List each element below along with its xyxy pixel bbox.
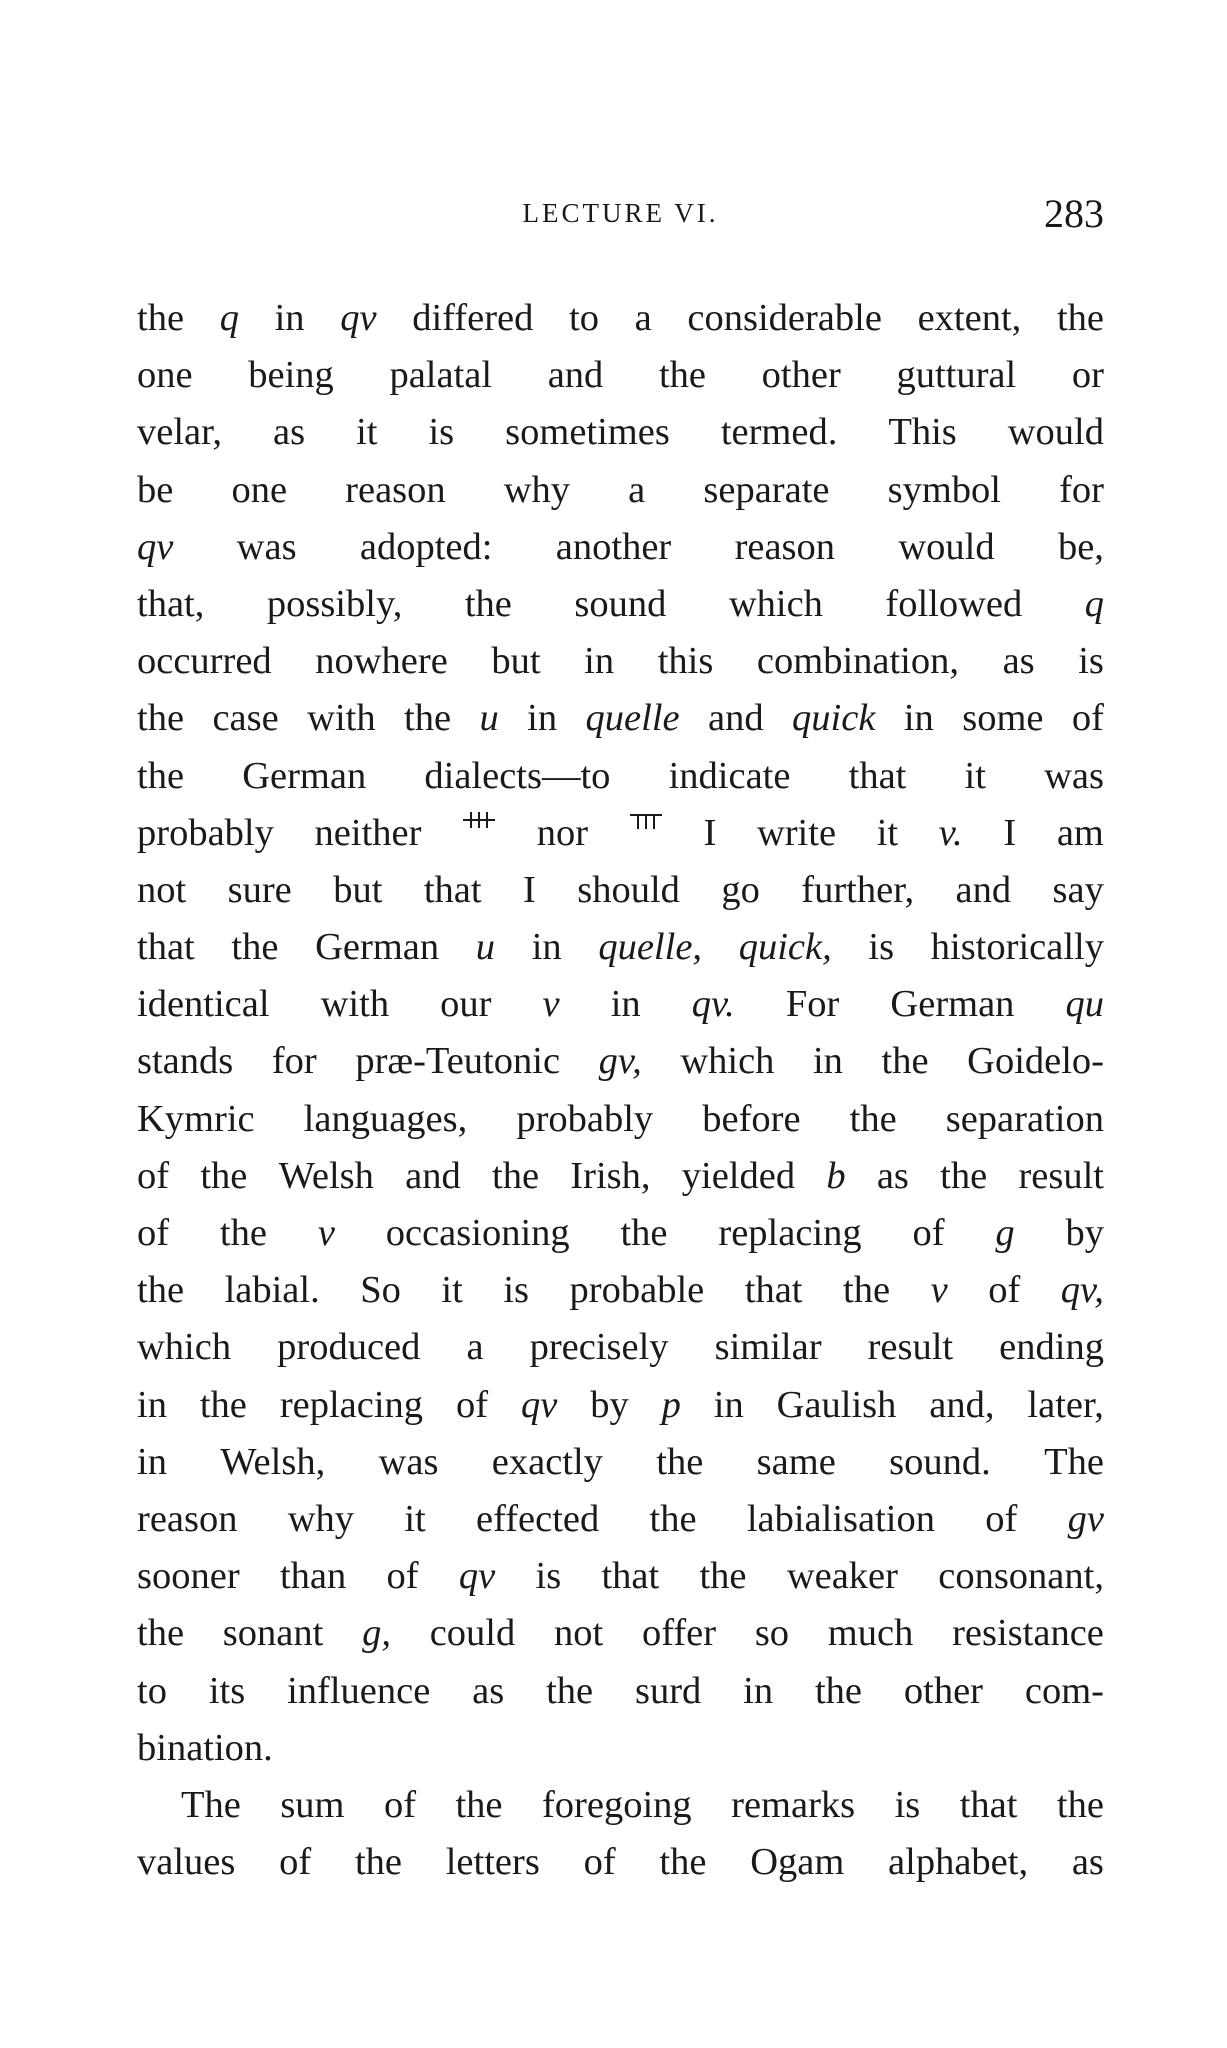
word: letters — [445, 1841, 540, 1884]
word: adopted: — [359, 525, 493, 568]
word: the — [649, 1497, 697, 1540]
word: surd — [635, 1669, 702, 1712]
word: of — [137, 1154, 170, 1197]
text-line — [137, 404, 1104, 461]
word: Irish, — [570, 1154, 651, 1197]
word: German — [890, 983, 1015, 1026]
word: other — [761, 354, 841, 397]
word: than — [279, 1555, 347, 1598]
word: the — [659, 1841, 707, 1884]
word: qv, — [1060, 1269, 1104, 1312]
word: was — [1044, 754, 1104, 797]
word: gv, — [598, 1040, 642, 1083]
word: as — [876, 1154, 909, 1197]
body-text — [137, 290, 1104, 1891]
word: I — [522, 868, 536, 911]
word: of — [1071, 697, 1104, 740]
word: symbol — [887, 468, 1001, 511]
text-line — [137, 1262, 1104, 1319]
word: For — [785, 983, 840, 1026]
word: neither — [314, 811, 422, 854]
word: it — [356, 411, 378, 454]
text-line — [137, 1605, 1104, 1662]
word: and — [955, 868, 1012, 911]
word: palatal — [389, 354, 493, 397]
word: as — [273, 411, 306, 454]
word: as — [472, 1669, 505, 1712]
word: case — [212, 697, 279, 740]
word: is — [428, 411, 455, 454]
word: extent, — [917, 297, 1022, 339]
word: to — [569, 297, 599, 339]
word: quick — [792, 697, 876, 740]
word: some — [962, 697, 1044, 740]
word: So — [360, 1269, 401, 1312]
word: of — [455, 1383, 489, 1426]
word: it — [404, 1497, 426, 1540]
word: of — [137, 1212, 170, 1254]
word: which — [728, 582, 823, 625]
word: p — [661, 1383, 681, 1426]
word: nor — [536, 811, 589, 854]
word: the — [464, 582, 512, 625]
text-line — [137, 290, 1104, 347]
word: probable — [569, 1269, 705, 1312]
word: not — [137, 868, 187, 911]
word: later, — [1027, 1383, 1104, 1426]
word: com- — [1024, 1669, 1104, 1712]
word: præ-Teutonic — [355, 1040, 561, 1083]
word: as — [1002, 640, 1035, 683]
text-line — [137, 462, 1104, 519]
word: but — [333, 868, 383, 911]
word: our — [440, 983, 492, 1026]
word: which — [680, 1040, 775, 1083]
word: v — [317, 1212, 335, 1254]
word: labial. — [224, 1269, 320, 1312]
word: exactly — [491, 1440, 603, 1483]
word: much — [827, 1612, 914, 1655]
word: in — [137, 1383, 167, 1426]
running-head: LECTURE VI. — [522, 198, 719, 228]
word: labialisation — [746, 1497, 936, 1540]
word: termed. — [720, 411, 838, 454]
word: of — [912, 1212, 945, 1254]
word: write — [756, 811, 837, 854]
word: Ogam — [750, 1841, 845, 1884]
word: the — [814, 1669, 863, 1712]
word: in — [531, 926, 562, 969]
word: quick, — [738, 926, 832, 969]
word: of — [583, 1841, 616, 1884]
text-line — [137, 1091, 1104, 1148]
word: would — [898, 525, 995, 568]
word: the — [940, 1154, 988, 1197]
text-line — [137, 862, 1104, 919]
word: The — [181, 1783, 241, 1826]
word: but — [491, 640, 541, 683]
word: was — [378, 1440, 439, 1483]
word: followed — [885, 582, 1023, 625]
word: historically — [930, 926, 1104, 969]
word: in — [584, 640, 615, 683]
text-line — [137, 1319, 1104, 1376]
text-line — [137, 919, 1104, 976]
word: is — [535, 1555, 562, 1598]
word: that — [744, 1269, 803, 1312]
word: so — [754, 1612, 790, 1655]
word: it — [441, 1269, 463, 1312]
word: am — [1056, 811, 1104, 854]
word: a — [628, 468, 646, 511]
word: qv — [340, 297, 377, 339]
text-line — [137, 1148, 1104, 1205]
word: occurred — [137, 640, 272, 683]
text-line — [137, 1777, 1104, 1834]
word: is — [868, 926, 895, 969]
word: velar, — [137, 411, 223, 454]
word: by — [590, 1383, 629, 1426]
word: why — [503, 468, 571, 511]
word: qv — [458, 1555, 496, 1598]
word: of — [386, 1555, 419, 1598]
word: is — [894, 1783, 921, 1826]
word: replacing — [718, 1212, 862, 1254]
word: why — [287, 1497, 355, 1540]
word: other — [903, 1669, 983, 1712]
text-line — [137, 748, 1104, 805]
word: further, — [801, 868, 915, 911]
word: guttural — [896, 354, 1017, 397]
word: sometimes — [505, 411, 670, 454]
text-line — [137, 1491, 1104, 1548]
word: effected — [476, 1497, 600, 1540]
word: that — [848, 754, 907, 797]
word: qv — [137, 525, 174, 568]
word: quelle, — [598, 926, 703, 969]
word: the — [546, 1669, 594, 1712]
word: probably — [516, 1097, 654, 1140]
word: Kymric — [137, 1097, 255, 1140]
word: sound — [574, 582, 667, 625]
word: b — [826, 1154, 846, 1197]
word: and — [547, 354, 604, 397]
word: could — [429, 1612, 516, 1655]
word: the — [404, 697, 452, 740]
word: I — [1003, 811, 1017, 854]
text-line — [137, 1720, 1104, 1777]
word: offer — [641, 1612, 717, 1655]
word: in — [743, 1669, 774, 1712]
word: its — [208, 1669, 246, 1712]
word: that — [423, 868, 482, 911]
word: qu — [1065, 983, 1104, 1026]
word: resistance — [952, 1612, 1104, 1655]
word: bination. — [137, 1726, 273, 1769]
word: g — [995, 1212, 1015, 1254]
word: in — [527, 697, 558, 740]
word: in — [713, 1383, 744, 1426]
text-line — [137, 1205, 1104, 1262]
word: produced — [277, 1326, 421, 1369]
word: similar — [714, 1326, 822, 1369]
text-line — [137, 576, 1104, 633]
word: German — [315, 926, 440, 969]
word: in — [137, 1440, 167, 1483]
word: remarks — [731, 1783, 856, 1826]
word: in — [812, 1040, 843, 1083]
word: which — [137, 1326, 232, 1369]
word: alphabet, — [888, 1841, 1029, 1884]
word: it — [964, 754, 986, 797]
word: u — [475, 926, 496, 969]
word: result — [1018, 1154, 1104, 1197]
word: being — [248, 354, 334, 397]
word: the — [137, 754, 185, 797]
word: precisely — [529, 1326, 669, 1369]
word: of — [988, 1269, 1021, 1312]
word: and, — [929, 1383, 995, 1426]
word: the — [231, 926, 279, 969]
word: This — [888, 411, 957, 454]
word: the — [849, 1097, 897, 1140]
ogam-three-strokes-below-icon — [629, 805, 663, 835]
word: and — [708, 697, 764, 740]
text-line — [137, 347, 1104, 404]
page-header — [137, 190, 1104, 240]
word: reason — [345, 468, 446, 511]
word: replacing — [279, 1383, 424, 1426]
word: ending — [999, 1326, 1104, 1369]
word: that, — [137, 582, 205, 625]
word: the — [137, 297, 185, 339]
word: combination, — [756, 640, 959, 683]
word: influence — [287, 1669, 431, 1712]
word: one — [231, 468, 288, 511]
word: be, — [1057, 525, 1104, 568]
word: that — [959, 1783, 1018, 1826]
word: to — [137, 1669, 167, 1712]
word: would — [1007, 411, 1104, 454]
word: Gaulish — [776, 1383, 897, 1426]
word: the — [1056, 297, 1104, 339]
word: reason — [137, 1497, 238, 1540]
word: the — [620, 1212, 668, 1254]
word: say — [1052, 868, 1104, 911]
word: Welsh, — [220, 1440, 326, 1483]
word: be — [137, 468, 174, 511]
word: values — [137, 1841, 236, 1884]
word: g, — [362, 1612, 391, 1655]
word: reason — [734, 525, 836, 568]
text-line — [137, 976, 1104, 1033]
word: for — [271, 1040, 317, 1083]
word: Welsh — [278, 1154, 374, 1197]
word: and — [405, 1154, 461, 1197]
word: a — [466, 1326, 484, 1369]
word: v — [542, 983, 560, 1026]
word: the — [200, 1154, 248, 1197]
word: the — [699, 1555, 747, 1598]
word: this — [657, 640, 714, 683]
text-line — [137, 690, 1104, 747]
text-line — [137, 805, 1104, 862]
word: as — [1071, 1841, 1104, 1884]
word: the — [137, 1269, 185, 1312]
word: separation — [945, 1097, 1104, 1140]
word: languages, — [303, 1097, 468, 1140]
word: q — [219, 297, 239, 339]
word: another — [555, 525, 672, 568]
word: with — [320, 983, 390, 1026]
word: the — [455, 1783, 503, 1826]
word: quelle — [585, 697, 680, 740]
word: the — [354, 1841, 402, 1884]
word: the — [656, 1440, 704, 1483]
word: the — [137, 697, 185, 740]
word: should — [577, 868, 680, 911]
text-line — [137, 1377, 1104, 1434]
word: sonant — [222, 1612, 324, 1655]
word: gv — [1067, 1497, 1104, 1540]
word: that — [137, 926, 195, 969]
word: the — [1056, 1783, 1104, 1826]
word: a — [634, 297, 652, 339]
word: the — [137, 1612, 185, 1655]
word: the — [843, 1269, 891, 1312]
word: v — [930, 1269, 948, 1312]
word: the — [492, 1154, 540, 1197]
word: was — [236, 525, 297, 568]
word: qv — [520, 1383, 558, 1426]
word: I — [703, 811, 717, 854]
text-line — [137, 1033, 1104, 1090]
word: same — [756, 1440, 836, 1483]
word: in — [903, 697, 934, 740]
text-line — [137, 633, 1104, 690]
word: before — [702, 1097, 801, 1140]
word: separate — [703, 468, 830, 511]
word: go — [721, 868, 760, 911]
word: the — [881, 1040, 929, 1083]
word: result — [867, 1326, 954, 1369]
word: Goidelo- — [967, 1040, 1104, 1083]
word: weaker — [786, 1555, 898, 1598]
word: the — [219, 1212, 267, 1254]
word: indicate — [668, 754, 791, 797]
word: The — [1044, 1440, 1104, 1483]
text-line — [137, 1434, 1104, 1491]
word: the — [658, 354, 707, 397]
word: possibly, — [266, 582, 403, 625]
word: is — [503, 1269, 530, 1312]
word: by — [1065, 1212, 1104, 1254]
word: stands — [137, 1040, 234, 1083]
text-line — [137, 1548, 1104, 1605]
word: of — [985, 1497, 1018, 1540]
word: is — [1078, 640, 1104, 683]
text-line — [137, 1834, 1104, 1891]
word: identical — [137, 983, 270, 1026]
word: German — [242, 754, 367, 797]
word: q — [1084, 582, 1104, 625]
word: for — [1059, 468, 1104, 511]
word: the — [199, 1383, 247, 1426]
word: that — [601, 1555, 660, 1598]
word: yielded — [681, 1154, 796, 1197]
word: occasioning — [385, 1212, 570, 1254]
word: in — [610, 983, 641, 1026]
word: sure — [227, 868, 292, 911]
word: it — [876, 811, 899, 854]
word: of — [279, 1841, 312, 1884]
word: considerable — [687, 297, 882, 339]
word: in — [274, 297, 305, 339]
text-line — [137, 1663, 1104, 1720]
word: sooner — [137, 1555, 240, 1598]
word: probably — [137, 811, 274, 854]
word: sum — [280, 1783, 345, 1826]
word: v. — [938, 811, 963, 854]
word: or — [1071, 354, 1104, 397]
word: sound. — [889, 1440, 991, 1483]
word: qv. — [691, 983, 735, 1026]
word: of — [383, 1783, 417, 1826]
text-line — [137, 519, 1104, 576]
word: not — [554, 1612, 604, 1655]
word: consonant, — [938, 1555, 1104, 1598]
word: foregoing — [541, 1783, 692, 1826]
word: differed — [412, 297, 534, 339]
word: u — [479, 697, 499, 740]
page-number: 283 — [1044, 191, 1104, 236]
ogam-three-strokes-across-icon — [462, 805, 496, 835]
word: one — [137, 354, 193, 397]
word: nowhere — [315, 640, 448, 683]
word: dialects—to — [424, 754, 611, 797]
word: with — [307, 697, 376, 740]
